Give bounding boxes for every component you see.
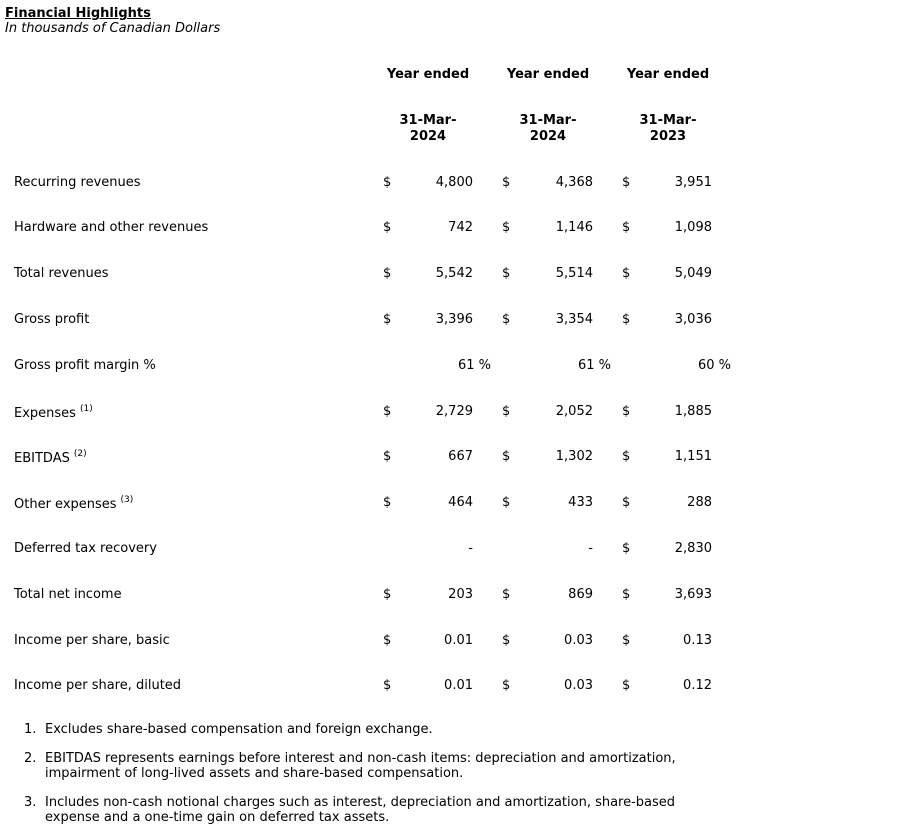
footnote-ref: (3) — [120, 495, 134, 505]
currency-symbol: $ — [502, 220, 511, 235]
row-label — [14, 633, 170, 648]
cell-value: - — [468, 541, 473, 556]
column-date-line2: 2023 — [649, 129, 687, 144]
currency-symbol: $ — [383, 495, 392, 510]
cell-value: 0.01 — [444, 633, 473, 648]
row-label — [14, 358, 156, 373]
footnotes — [24, 722, 724, 839]
currency-symbol: $ — [622, 312, 631, 327]
footnote-item — [24, 795, 724, 825]
column-date-line1: 31-Mar- — [519, 113, 577, 128]
column-date-1 — [368, 113, 488, 145]
footnote-number: 1. — [24, 722, 37, 737]
cell-value: 1,302 — [555, 449, 593, 464]
currency-symbol: $ — [383, 449, 392, 464]
currency-symbol: $ — [502, 495, 511, 510]
footnote-item — [24, 722, 724, 737]
row-label-text: Total net income — [14, 587, 122, 602]
footnote-number: 2. — [24, 751, 37, 766]
currency-symbol: $ — [383, 312, 392, 327]
cell-value: 433 — [568, 495, 593, 510]
row-label-text: Expenses — [14, 406, 76, 421]
column-date-line1: 31-Mar- — [639, 113, 697, 128]
table-row — [0, 266, 909, 284]
column-period-2: Year ended — [506, 67, 590, 82]
cell-value: 1,146 — [555, 220, 593, 235]
cell-value: 0.13 — [683, 633, 712, 648]
row-label-text: Income per share, basic — [14, 633, 170, 648]
row-label-text: Other expenses — [14, 497, 117, 512]
cell-value: 5,542 — [435, 266, 473, 281]
row-label — [14, 175, 141, 190]
row-label — [14, 541, 157, 556]
currency-symbol: $ — [383, 266, 392, 281]
currency-symbol: $ — [622, 175, 631, 190]
footnote-text: EBITDAS represents earnings before interest and non-cash items: depreciation and amortization, impairment of long-lived assets and share-based compensation. — [45, 751, 676, 781]
cell-value: 61 % — [457, 358, 491, 373]
row-label — [14, 266, 109, 281]
currency-symbol: $ — [502, 633, 511, 648]
cell-value: 1,151 — [674, 449, 712, 464]
footnote-text: Excludes share-based compensation and foreign exchange. — [45, 722, 433, 737]
table-row — [0, 312, 909, 330]
row-label — [14, 495, 133, 512]
row-label-text: Gross profit — [14, 312, 90, 327]
row-label — [14, 312, 89, 327]
currency-symbol: $ — [622, 633, 631, 648]
cell-value: 2,830 — [674, 541, 712, 556]
currency-symbol: $ — [502, 449, 511, 464]
cell-value: 742 — [448, 220, 473, 235]
column-date-line2: 2024 — [529, 129, 567, 144]
cell-value: 4,800 — [435, 175, 473, 190]
table-row — [0, 358, 909, 376]
currency-symbol: $ — [383, 220, 392, 235]
cell-value: 869 — [568, 587, 593, 602]
table-row — [0, 495, 909, 513]
currency-symbol: $ — [383, 587, 392, 602]
cell-value: 2,052 — [555, 404, 593, 419]
row-label — [14, 587, 122, 602]
cell-value: 667 — [448, 449, 473, 464]
table-row — [0, 678, 909, 696]
row-label-text: Income per share, diluted — [14, 678, 182, 693]
footnote-number: 3. — [24, 795, 37, 810]
row-label-text: Gross profit margin % — [14, 358, 156, 373]
page-title: Financial Highlights — [5, 6, 151, 21]
currency-symbol: $ — [502, 678, 511, 693]
cell-value: 60 % — [697, 358, 731, 373]
currency-symbol: $ — [622, 266, 631, 281]
cell-value: 3,354 — [555, 312, 593, 327]
column-date-line2: 2024 — [409, 129, 447, 144]
currency-symbol: $ — [383, 678, 392, 693]
cell-value: 3,036 — [674, 312, 712, 327]
column-date-3 — [608, 113, 728, 145]
currency-symbol: $ — [622, 449, 631, 464]
currency-symbol: $ — [622, 678, 631, 693]
currency-symbol: $ — [383, 404, 392, 419]
footnote-ref: (1) — [79, 404, 93, 414]
currency-symbol: $ — [622, 220, 631, 235]
currency-symbol: $ — [383, 633, 392, 648]
currency-symbol: $ — [502, 587, 511, 602]
cell-value: 2,729 — [435, 404, 473, 419]
cell-value: 5,514 — [555, 266, 593, 281]
table-row — [0, 633, 909, 651]
column-period-3: Year ended — [626, 67, 710, 82]
table-row — [0, 220, 909, 238]
row-label — [14, 678, 181, 693]
currency-symbol: $ — [502, 266, 511, 281]
cell-value: 4,368 — [555, 175, 593, 190]
cell-value: 3,951 — [674, 175, 712, 190]
row-label-text: EBITDAS — [14, 451, 70, 466]
cell-value: 3,693 — [674, 587, 712, 602]
row-label-text: Total revenues — [14, 266, 109, 281]
cell-value: 5,049 — [674, 266, 712, 281]
table-row — [0, 541, 909, 559]
cell-value: 1,885 — [674, 404, 712, 419]
row-label — [14, 404, 93, 421]
cell-value: 0.03 — [564, 678, 593, 693]
currency-symbol: $ — [383, 175, 392, 190]
currency-symbol: $ — [502, 404, 511, 419]
cell-value: 3,396 — [435, 312, 473, 327]
cell-value: 0.12 — [683, 678, 712, 693]
table-row — [0, 404, 909, 422]
table-row — [0, 449, 909, 467]
table-row — [0, 587, 909, 605]
cell-value: 0.03 — [564, 633, 593, 648]
row-label-text: Recurring revenues — [14, 175, 141, 190]
currency-symbol: $ — [622, 495, 631, 510]
footnote-ref: (2) — [73, 449, 87, 459]
cell-value: 464 — [448, 495, 473, 510]
cell-value: 1,098 — [674, 220, 712, 235]
currency-symbol: $ — [622, 541, 631, 556]
cell-value: 203 — [448, 587, 473, 602]
row-label — [14, 449, 87, 466]
cell-value: - — [588, 541, 593, 556]
page-subtitle: In thousands of Canadian Dollars — [5, 21, 221, 36]
row-label-text: Deferred tax recovery — [14, 541, 157, 556]
currency-symbol: $ — [622, 587, 631, 602]
column-date-2 — [488, 113, 608, 145]
row-label — [14, 220, 208, 235]
cell-value: 61 % — [577, 358, 611, 373]
currency-symbol: $ — [502, 312, 511, 327]
column-date-line1: 31-Mar- — [399, 113, 457, 128]
row-label-text: Hardware and other revenues — [14, 220, 209, 235]
footnote-text: Includes non-cash notional charges such as interest, depreciation and amortization, share-based expense and a one-time gain on deferred tax assets. — [45, 795, 676, 825]
table-row — [0, 175, 909, 193]
currency-symbol: $ — [502, 175, 511, 190]
cell-value: 288 — [687, 495, 712, 510]
cell-value: 0.01 — [444, 678, 473, 693]
footnote-item — [24, 751, 724, 781]
column-period-1: Year ended — [386, 67, 470, 82]
currency-symbol: $ — [622, 404, 631, 419]
